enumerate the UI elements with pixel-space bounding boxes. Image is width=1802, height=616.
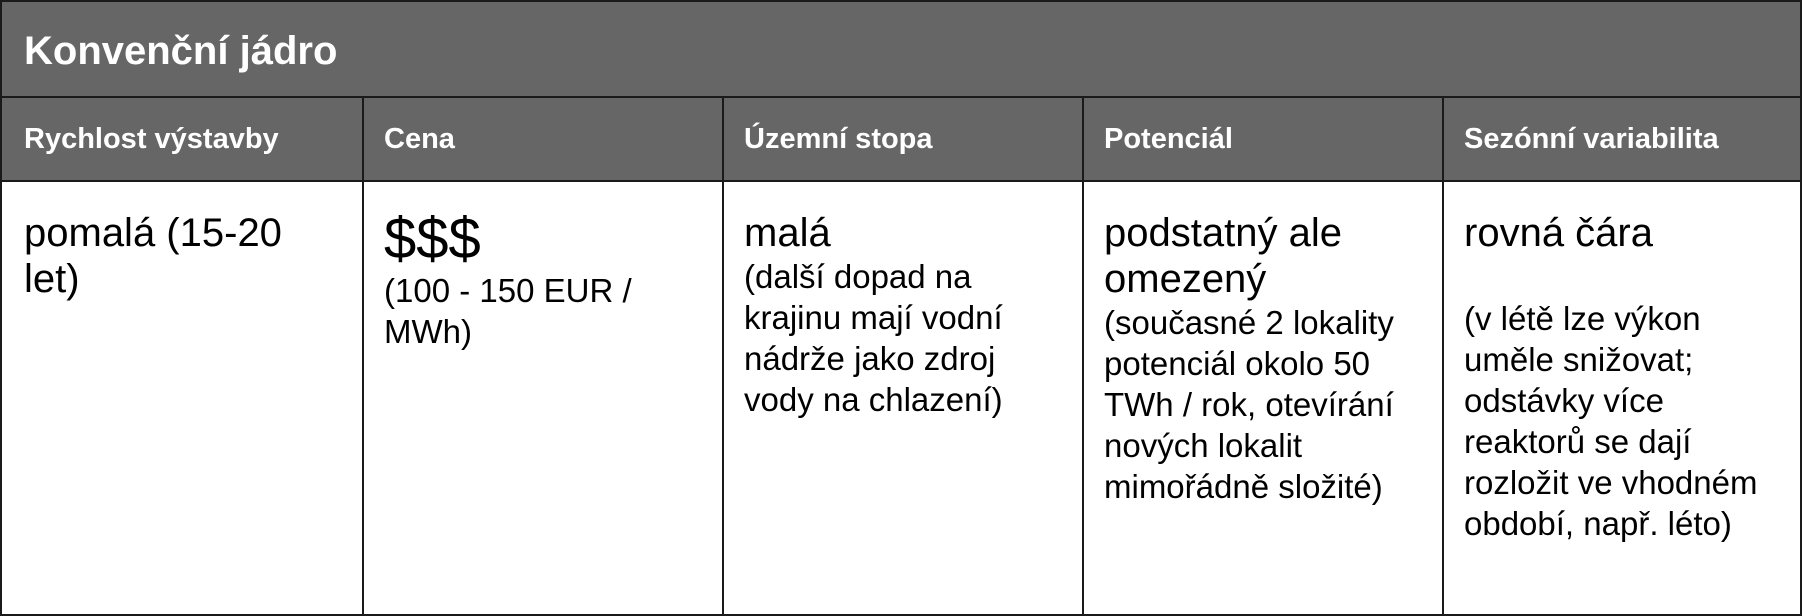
table-header-row (2, 98, 1800, 182)
column-divider (1442, 98, 1444, 614)
cell-seasonality-main: rovná čára (1464, 211, 1653, 255)
column-divider (1082, 98, 1084, 614)
cell-speed-main: pomalá (15-20 let) (24, 211, 282, 301)
cell-price (384, 206, 684, 352)
header-speed: Rychlost výstavby (24, 123, 279, 155)
table-body-row (2, 182, 1800, 614)
cell-speed (24, 210, 324, 302)
cell-footprint (744, 210, 1044, 420)
cell-price-note: (100 - 150 EUR / MWh) (384, 272, 632, 350)
table-title: Konvenční jádro (24, 29, 338, 73)
cell-footprint-note: (další dopad na krajinu mají vodní nádrže jako zdroj vody na chlazení) (744, 258, 1003, 418)
column-divider (362, 98, 364, 614)
cell-seasonality-note: (v létě lze výkon uměle snižovat; odstávky více reaktorů se dají rozložit ve vhodném období, např. léto) (1464, 300, 1758, 542)
cell-seasonality (1464, 210, 1774, 544)
cell-potential-note: (současné 2 lokality potenciál okolo 50 TWh / rok, otevírání nových lokalit mimořádně složité) (1104, 304, 1394, 505)
header-potential: Potenciál (1104, 123, 1233, 155)
header-footprint: Územní stopa (744, 123, 933, 155)
header-seasonality: Sezónní variabilita (1464, 123, 1719, 155)
cell-footprint-main: malá (744, 211, 831, 255)
column-divider (722, 98, 724, 614)
cell-price-main: $$$ (384, 206, 481, 271)
cell-potential-main: podstatný ale omezený (1104, 211, 1342, 301)
header-price: Cena (384, 123, 455, 155)
cell-potential (1104, 210, 1429, 507)
table-title-row (2, 2, 1800, 98)
